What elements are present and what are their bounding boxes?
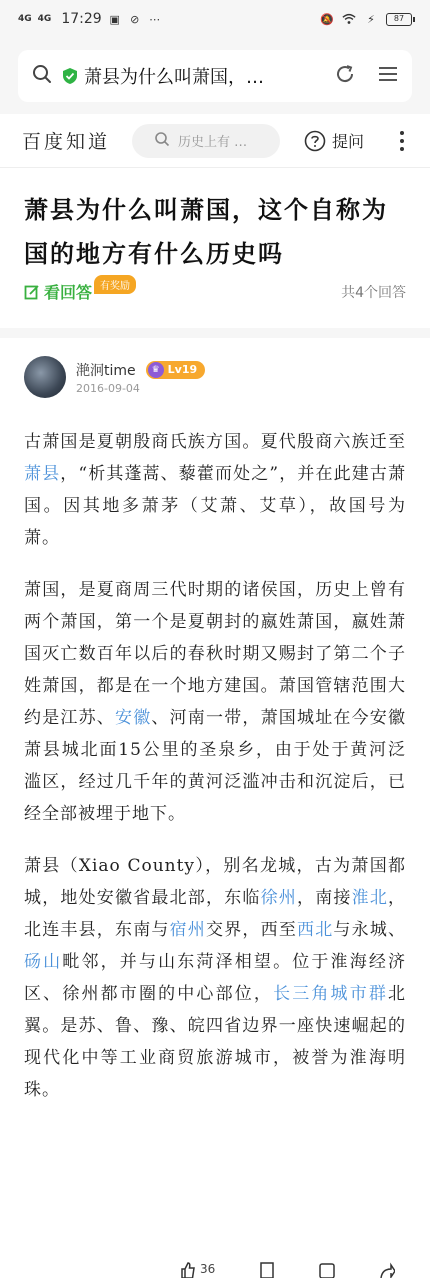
inline-link[interactable]: 西北: [297, 920, 334, 940]
paragraph-text: 古萧国是夏朝殷商氏族方国。夏代殷商六族迁至: [24, 432, 406, 452]
like-count: 36: [200, 1262, 216, 1276]
share-icon[interactable]: [379, 1262, 395, 1280]
wifi-icon: [342, 12, 356, 26]
paragraph-text: 萧县（Xiao County），别名龙城，古为萧国都城，地处安徽省最北部，东临: [24, 856, 406, 908]
ask-button[interactable]: [304, 129, 364, 152]
battery-icon: 87: [386, 13, 412, 26]
answer-paragraph: [24, 850, 406, 1106]
search-placeholder: 历史上有 …: [178, 135, 248, 150]
inline-link[interactable]: 徐州: [260, 888, 298, 908]
site-header: [0, 114, 430, 168]
paragraph-text: ，南接: [297, 888, 352, 908]
reload-icon[interactable]: [334, 63, 356, 89]
avatar[interactable]: [24, 356, 66, 398]
comment-icon[interactable]: [319, 1262, 335, 1280]
more-notifications-icon: ⋯: [149, 12, 161, 26]
inline-link[interactable]: 萧县: [24, 464, 61, 484]
mute-icon: 🔕: [320, 12, 334, 26]
collect-icon[interactable]: [259, 1262, 275, 1280]
answer-count: 共4个回答: [341, 284, 406, 301]
inline-link[interactable]: 砀山: [24, 952, 63, 972]
author-name[interactable]: 滟泂time: [76, 362, 136, 379]
inline-link[interactable]: 宿州: [169, 920, 207, 940]
answer-card: [0, 338, 430, 1280]
signal-indicator-1: 4G: [18, 13, 32, 24]
answer-paragraph: [24, 574, 406, 830]
edit-icon: [24, 284, 40, 300]
app-icon: ⊘: [130, 12, 140, 26]
signal-indicator-2: 4G: [37, 13, 52, 24]
reward-badge: 有奖励: [94, 275, 136, 294]
address-bar[interactable]: [18, 50, 412, 102]
paragraph-text: ，北连丰县，东南与: [24, 888, 407, 940]
secure-shield-icon: [62, 67, 78, 85]
search-icon[interactable]: [32, 64, 52, 88]
question-icon: [304, 130, 326, 152]
paragraph-text: 毗邻，并与山东菏泽相望。位于淮海经济区、徐州都市圈的中心部位，: [24, 952, 407, 1004]
status-bar: [0, 0, 430, 38]
paragraph-text: 、河南一带，萧国城址在今安徽萧县城北面15公里的圣泉乡，由于处于黄河泛滥区，经过几千年的黄河泛滥冲击和沉淀后，已经全部被埋于地下。: [24, 708, 407, 824]
menu-icon[interactable]: [378, 66, 398, 86]
question-card: [0, 168, 430, 328]
notification-icon: ▣: [109, 12, 120, 26]
site-search-input[interactable]: [132, 124, 280, 158]
question-meta: [24, 280, 406, 303]
paragraph-text: 与永城、: [333, 920, 407, 940]
question-title: 萧县为什么叫萧国，这个自称为国的地方有什么历史吗: [24, 195, 388, 268]
crown-icon: ♛: [148, 362, 164, 378]
paragraph-text: 萧国，是夏商周三代时期的诸侯国，历史上曾有两个萧国，第一个是夏朝封的嬴姓萧国，嬴姓萧国灭亡数百年以后的春秋时期又赐封了第二个子姓萧国，都是在一个地方建国。萧国管辖范围大约是江苏、: [24, 580, 406, 728]
paragraph-text: 北翼。是苏、鲁、豫、皖四省边界一座快速崛起的现代化中等工业商贸旅游城市，被誉为淮海明珠。: [24, 984, 407, 1100]
page-title: 萧县为什么叫萧国，…: [84, 67, 264, 88]
answer-paragraph: [24, 426, 406, 554]
ask-label: 提问: [332, 132, 365, 151]
level-label: Lv19: [167, 363, 198, 376]
thumb-up-icon: [180, 1262, 196, 1278]
paragraph-text: 交界，西至: [206, 920, 298, 940]
answer-body: [24, 426, 406, 1106]
inline-link[interactable]: 长三角城市群: [273, 984, 389, 1004]
see-answer-label: 看回答: [44, 283, 93, 302]
more-options-icon[interactable]: [396, 131, 408, 151]
see-answer-button[interactable]: [24, 280, 92, 303]
answer-date: 2016-09-04: [76, 381, 140, 395]
bottom-toolbar: [0, 1262, 430, 1280]
inline-link[interactable]: 淮北: [351, 888, 389, 908]
status-time: 17:29: [61, 11, 102, 27]
inline-link[interactable]: 安徽: [115, 708, 152, 728]
level-badge: [146, 361, 206, 379]
baidu-zhidao-logo[interactable]: 百度知道: [22, 131, 111, 153]
charging-icon: ⚡: [367, 12, 375, 26]
author-info: [76, 360, 205, 395]
paragraph-text: ，“析其蓬蒿、藜藿而处之”，并在此建古萧国。因其地多萧茅（艾萧、艾草），故国号为萧。: [24, 464, 406, 548]
search-icon: [154, 131, 170, 151]
page-title-container[interactable]: [62, 63, 324, 89]
like-button[interactable]: [180, 1262, 215, 1278]
answer-author[interactable]: [24, 356, 406, 398]
